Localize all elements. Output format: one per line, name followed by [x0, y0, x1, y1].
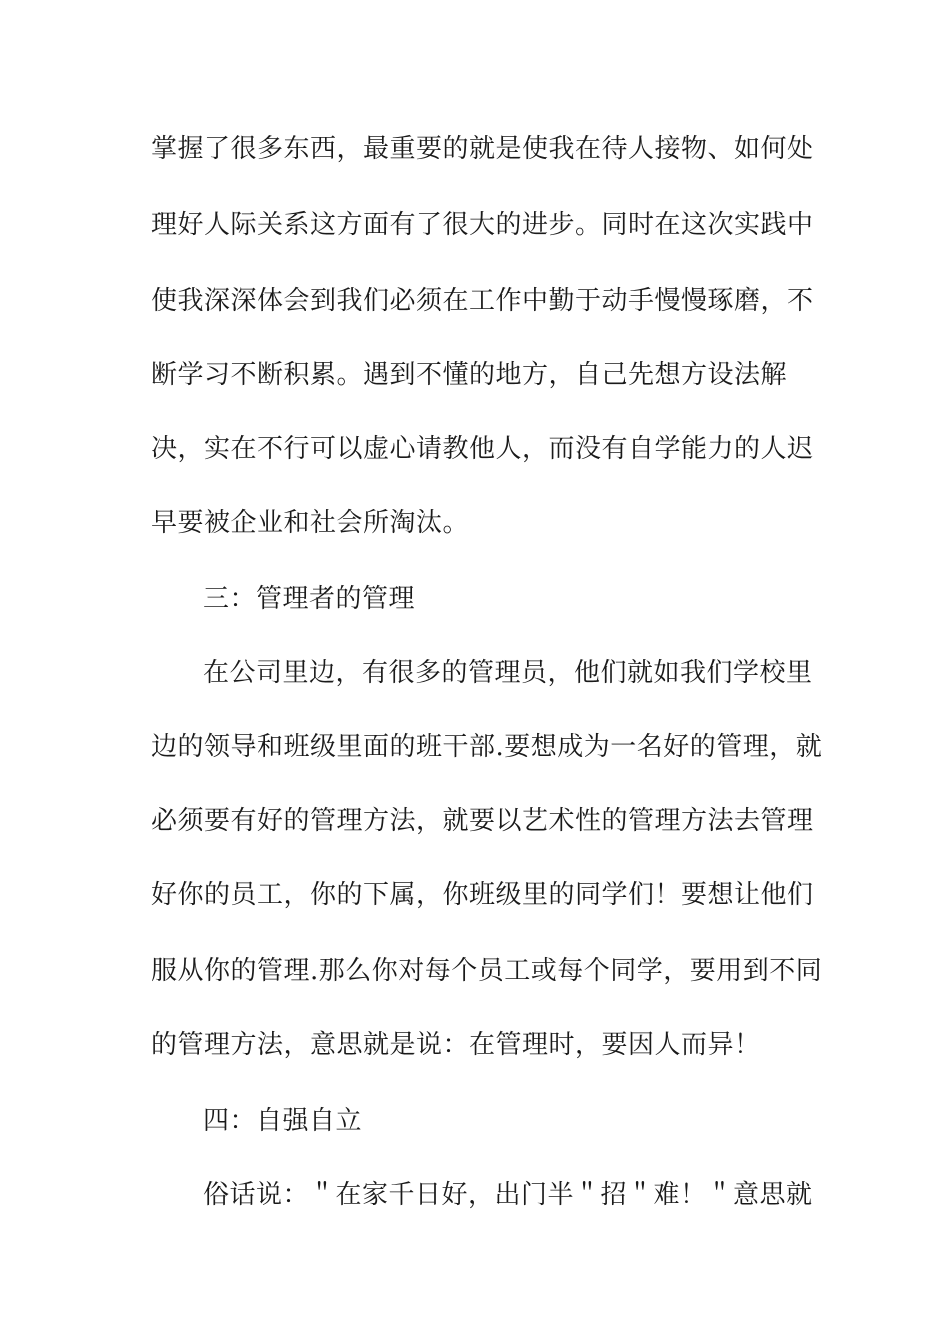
paragraph-line: 必须要有好的管理方法，就要以艺术性的管理方法去管理: [151, 806, 814, 836]
paragraph-line: 俗话说：＂在家千日好，出门半＂招＂难！＂意思就: [203, 1180, 813, 1210]
paragraph-line: 早要被企业和社会所淘汰。: [151, 508, 470, 538]
section-heading-4: 四：自强自立: [203, 1106, 363, 1136]
paragraph-line: 服从你的管理.那么你对每个员工或每个同学，要用到不同: [151, 956, 823, 986]
paragraph-line: 的管理方法，意思就是说：在管理时，要因人而异！: [151, 1030, 761, 1060]
paragraph-line: 在公司里边，有很多的管理员，他们就如我们学校里: [203, 658, 813, 688]
paragraph-line: 好你的员工，你的下属，你班级里的同学们！要想让他们: [151, 880, 814, 910]
section-heading-3: 三：管理者的管理: [203, 584, 416, 614]
paragraph-line: 掌握了很多东西，最重要的就是使我在待人接物、如何处: [151, 134, 814, 164]
paragraph-line: 决，实在不行可以虚心请教他人，而没有自学能力的人迟: [151, 434, 814, 464]
paragraph-line: 边的领导和班级里面的班干部.要想成为一名好的管理，就: [151, 732, 823, 762]
paragraph-line: 理好人际关系这方面有了很大的进步。同时在这次实践中: [151, 210, 814, 240]
paragraph-line: 使我深深体会到我们必须在工作中勤于动手慢慢琢磨，不: [151, 286, 814, 316]
paragraph-line: 断学习不断积累。遇到不懂的地方，自己先想方设法解: [151, 360, 788, 390]
